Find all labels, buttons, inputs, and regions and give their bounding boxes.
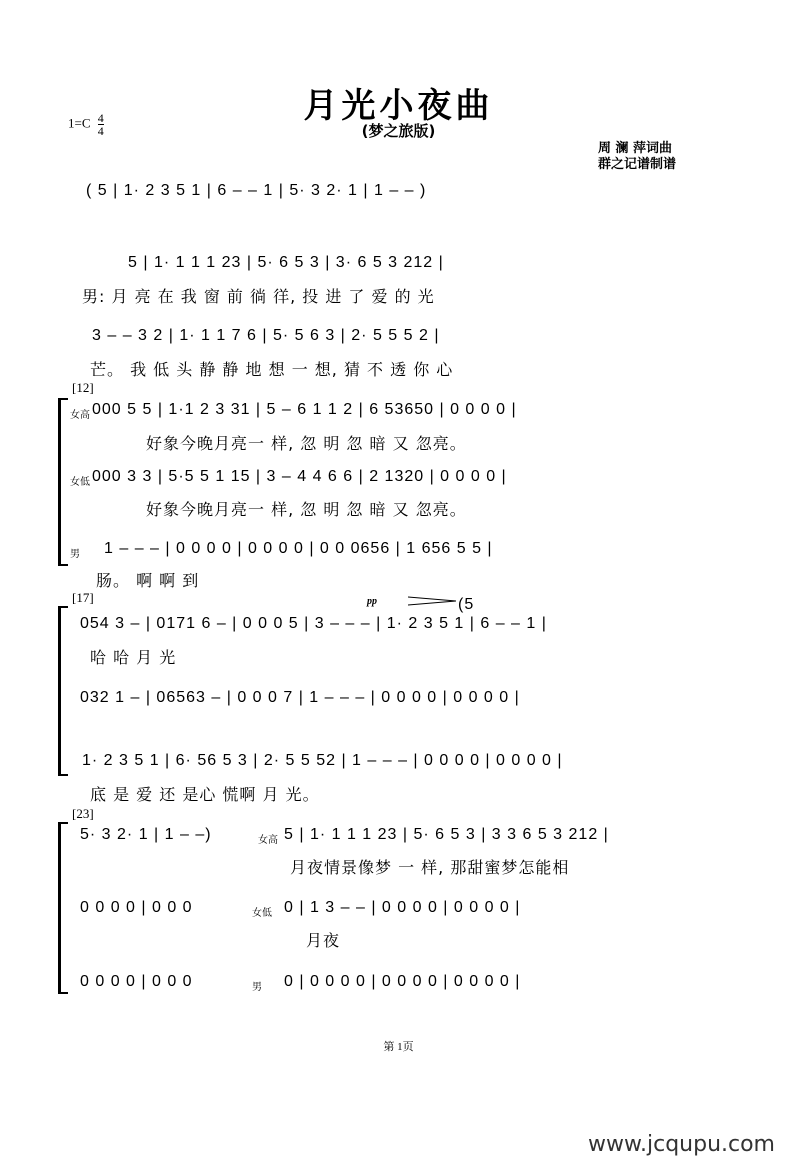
system3-alto-notes: 000 3 3 | 5·5 5 1 15 | 3 – 4 4 6 6 | 2 1320 | 0 0 0 0 | xyxy=(92,468,507,485)
system3-brace xyxy=(58,398,61,566)
paren-five: (5 xyxy=(458,596,475,613)
page-number: 第 1页 xyxy=(383,1041,414,1053)
system5-soprano-notes-a: 5· 3 2· 1 | 1 – –) xyxy=(80,826,212,843)
system5-alto-notes-b: 0 | 1 3 – – | 0 0 0 0 | 0 0 0 0 | xyxy=(284,899,521,916)
system5-male-label: 男 xyxy=(252,982,262,993)
song-title: 月光小夜曲 xyxy=(303,86,494,126)
system5-soprano-lyrics: 月夜情景像梦 一 样, 那甜蜜梦怎能相 xyxy=(290,858,570,877)
key-signature xyxy=(68,112,104,137)
system2-lyrics: 芒。 我 低 头 静 静 地 想 一 想, 猜 不 透 你 心 xyxy=(90,360,454,379)
system5-alto-notes-a: 0 0 0 0 | 0 0 0 xyxy=(80,899,193,916)
intro-notes: ( 5 | 1· 2 3 5 1 | 6 – – 1 | 5· 3 2· 1 | 1 – – ) xyxy=(86,182,427,199)
system3-alto-lyrics: 好象今晚月亮一 样, 忽 明 忽 暗 又 忽亮。 xyxy=(146,500,467,519)
key-label: 1=C xyxy=(68,115,91,131)
system4-brace xyxy=(58,606,61,776)
dynamic-pp: pp xyxy=(367,596,377,607)
system4-soprano-lyrics: 哈 哈 月 光 xyxy=(90,648,177,667)
system3-male-notes: 1 – – – | 0 0 0 0 | 0 0 0 0 | 0 0 0656 | 1 656 5 5 | xyxy=(104,540,493,557)
system4-alto-notes: 032 1 – | 06563 – | 0 0 0 7 | 1 – – – | 0 0 0 0 | 0 0 0 0 | xyxy=(80,689,520,706)
system3-soprano-notes: 000 5 5 | 1·1 2 3 31 | 5 – 6 1 1 2 | 6 53650 | 0 0 0 0 | xyxy=(92,401,517,418)
alto-label: 女低 xyxy=(70,477,90,488)
system4-male-lyrics: 底 是 爱 还 是心 慌啊 月 光。 xyxy=(90,785,320,804)
male-label: 男 xyxy=(70,549,80,560)
system2-notes: 3 – – 3 2 | 1· 1 1 7 6 | 5· 5 6 3 | 2· 5 5 5 2 | xyxy=(92,327,440,344)
system1-notes: 5 | 1· 1 1 1 23 | 5· 6 5 3 | 3· 6 5 3 212 | xyxy=(128,254,444,271)
decrescendo-mark xyxy=(408,594,458,608)
soprano-label: 女高 xyxy=(70,410,90,421)
system5-alto-lyrics: 月夜 xyxy=(306,931,341,950)
system4-male-notes: 1· 2 3 5 1 | 6· 56 5 3 | 2· 5 5 52 | 1 – – – | 0 0 0 0 | 0 0 0 0 | xyxy=(82,752,563,769)
measure-number-12: [12] xyxy=(72,380,94,395)
time-top: 4 xyxy=(97,111,104,125)
system5-brace xyxy=(58,822,61,994)
credit-transcriber: 群之记谱制谱 xyxy=(598,157,677,172)
system5-soprano-label: 女高 xyxy=(258,835,278,846)
system3-soprano-lyrics: 好象今晚月亮一 样, 忽 明 忽 暗 又 忽亮。 xyxy=(146,434,467,453)
time-bottom: 4 xyxy=(97,124,104,138)
system5-male-notes-b: 0 | 0 0 0 0 | 0 0 0 0 | 0 0 0 0 | xyxy=(284,973,521,990)
song-subtitle: (梦之旅版) xyxy=(361,122,436,140)
system3-male-lyrics: 肠。 啊 啊 到 xyxy=(96,571,200,590)
credit-composer: 周 澜 萍词曲 xyxy=(598,141,673,156)
watermark: www.jcqupu.com xyxy=(588,1132,775,1157)
time-signature xyxy=(98,112,104,137)
system5-soprano-notes-b: 5 | 1· 1 1 1 23 | 5· 6 5 3 | 3 3 6 5 3 212 | xyxy=(284,826,609,843)
measure-number-17: [17] xyxy=(72,590,94,605)
system1-lyrics: 男: 月 亮 在 我 窗 前 徜 徉, 投 进 了 爱 的 光 xyxy=(82,287,435,306)
system4-soprano-notes: 054 3 – | 0171 6 – | 0 0 0 5 | 3 – – – | 1· 2 3 5 1 | 6 – – 1 | xyxy=(80,615,547,632)
measure-number-23: [23] xyxy=(72,806,94,821)
system5-alto-label: 女低 xyxy=(252,908,272,919)
system5-male-notes-a: 0 0 0 0 | 0 0 0 xyxy=(80,973,193,990)
